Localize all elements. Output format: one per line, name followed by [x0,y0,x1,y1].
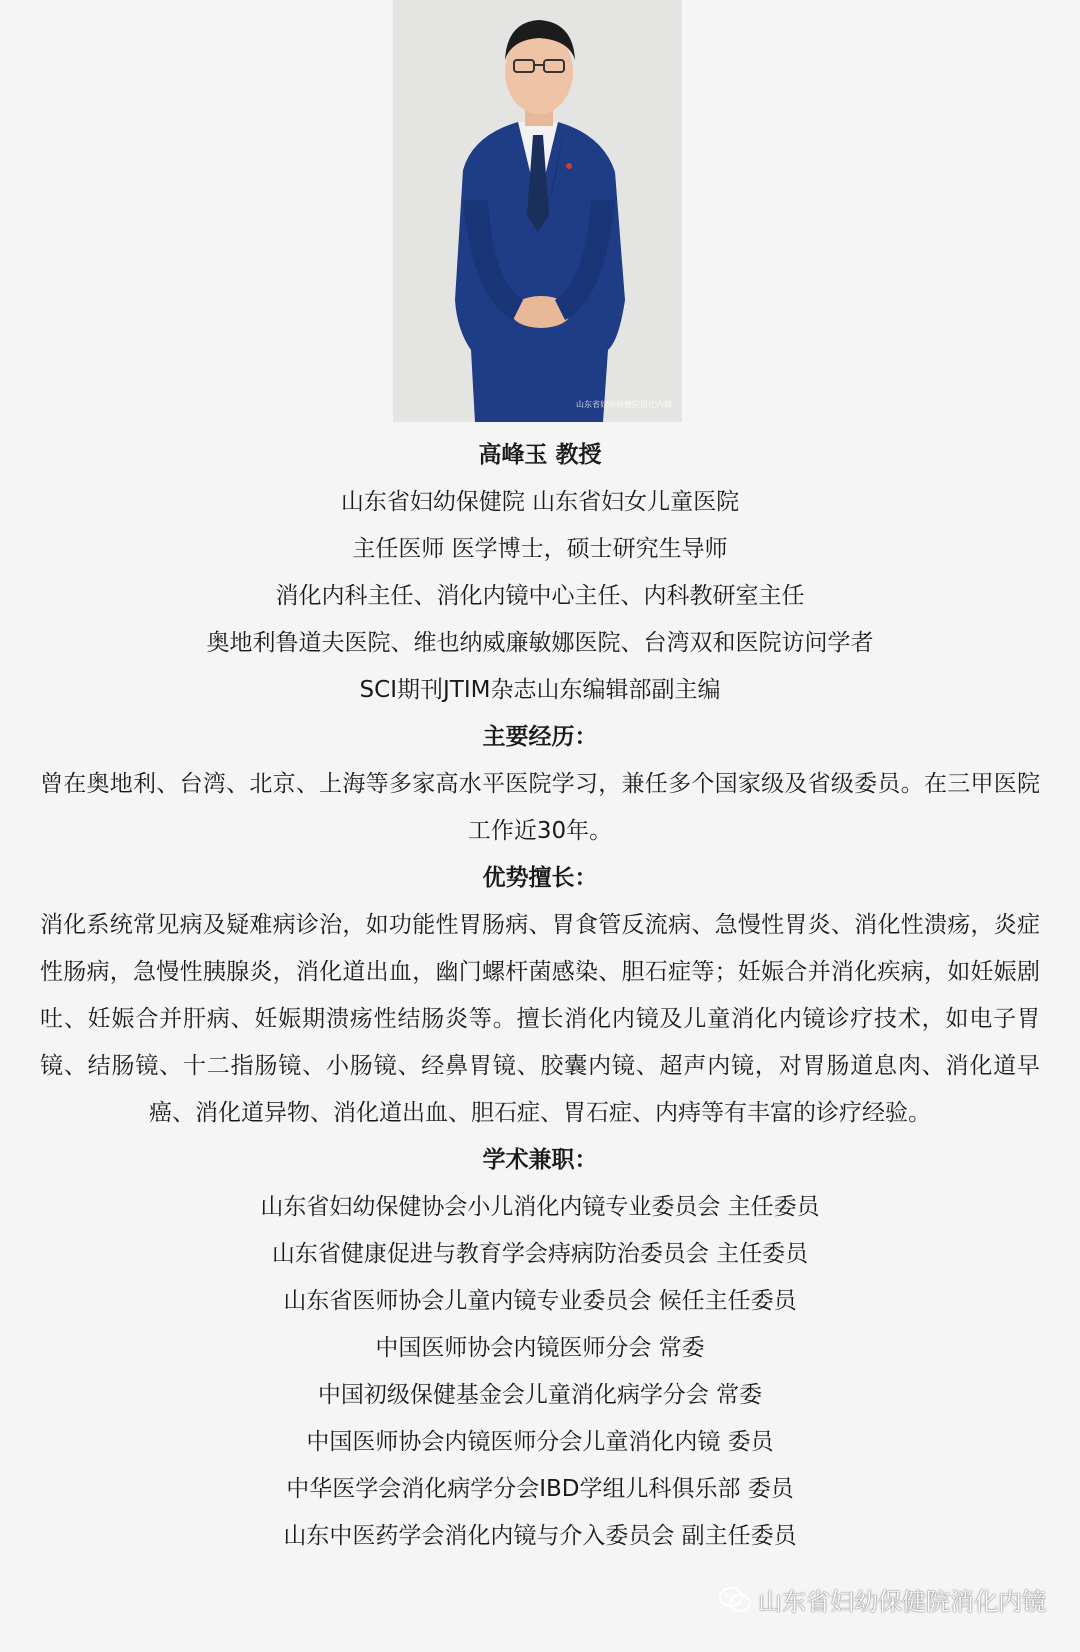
profile-line: SCI期刊JTIM杂志山东编辑部副主编 [359,677,721,703]
photo-watermark: 山东省妇幼保健院消化内镜 [576,400,672,409]
expertise-heading: 优势擅长： [482,865,598,891]
wechat-icon [718,1586,752,1614]
academic-heading: 学术兼职： [482,1147,598,1173]
doctor-portrait [393,0,682,422]
profile-line: 山东省妇幼保健院 山东省妇女儿童医院 [340,489,740,515]
academic-item: 中国初级保健基金会儿童消化病学分会 常委 [317,1382,763,1408]
account-watermark [718,1582,1046,1617]
profile-line: 主任医师 医学博士，硕士研究生导师 [352,536,728,562]
academic-item: 山东省健康促进与教育学会痔病防治委员会 主任委员 [271,1241,809,1267]
academic-item: 山东中医药学会消化内镜与介入委员会 副主任委员 [283,1523,797,1549]
experience-heading: 主要经历： [482,724,598,750]
academic-item: 山东省医师协会儿童内镜专业委员会 候任主任委员 [283,1288,797,1314]
academic-item: 中华医学会消化病学分会IBD学组儿科俱乐部 委员 [286,1476,794,1502]
doctor-name-title: 高峰玉 教授 [478,442,602,468]
academic-item: 中国医师协会内镜医师分会儿童消化内镜 委员 [306,1429,774,1455]
academic-item: 山东省妇幼保健协会小儿消化内镜专业委员会 主任委员 [260,1194,820,1220]
expertise-text: 消化系统常见病及疑难病诊治，如功能性胃肠病、胃食管反流病、急慢性胃炎、消化性溃疡，炎症性肠病，急慢性胰腺炎，消化道出血，幽门螺杆菌感染、胆石症等；妊娠合并消化疾病，如妊娠剧吐、妊娠合并肝病、妊娠期溃疡性结肠炎等。擅长消化内镜及儿童消化内镜诊疗技术，如电子胃镜、结肠镜、十二指肠镜、小肠镜、经鼻胃镜、胶囊内镜、超声内镜，对胃肠道息肉、消化道早癌、消化道异物、消化道出血、胆石症、胃石症、内痔等有丰富的诊疗经验。 [40,912,1040,1126]
academic-item: 中国医师协会内镜医师分会 常委 [375,1335,705,1361]
profile-content [40,432,1040,1560]
account-watermark-text: 山东省妇幼保健院消化内镜 [758,1588,1046,1616]
profile-line: 奥地利鲁道夫医院、维也纳威廉敏娜医院、台湾双和医院访问学者 [206,630,874,656]
portrait-illustration [393,0,682,422]
profile-line: 消化内科主任、消化内镜中心主任、内科教研室主任 [275,583,805,609]
experience-text: 曾在奥地利、台湾、北京、上海等多家高水平医院学习，兼任多个国家级及省级委员。在三甲医院工作近30年。 [40,771,1040,844]
